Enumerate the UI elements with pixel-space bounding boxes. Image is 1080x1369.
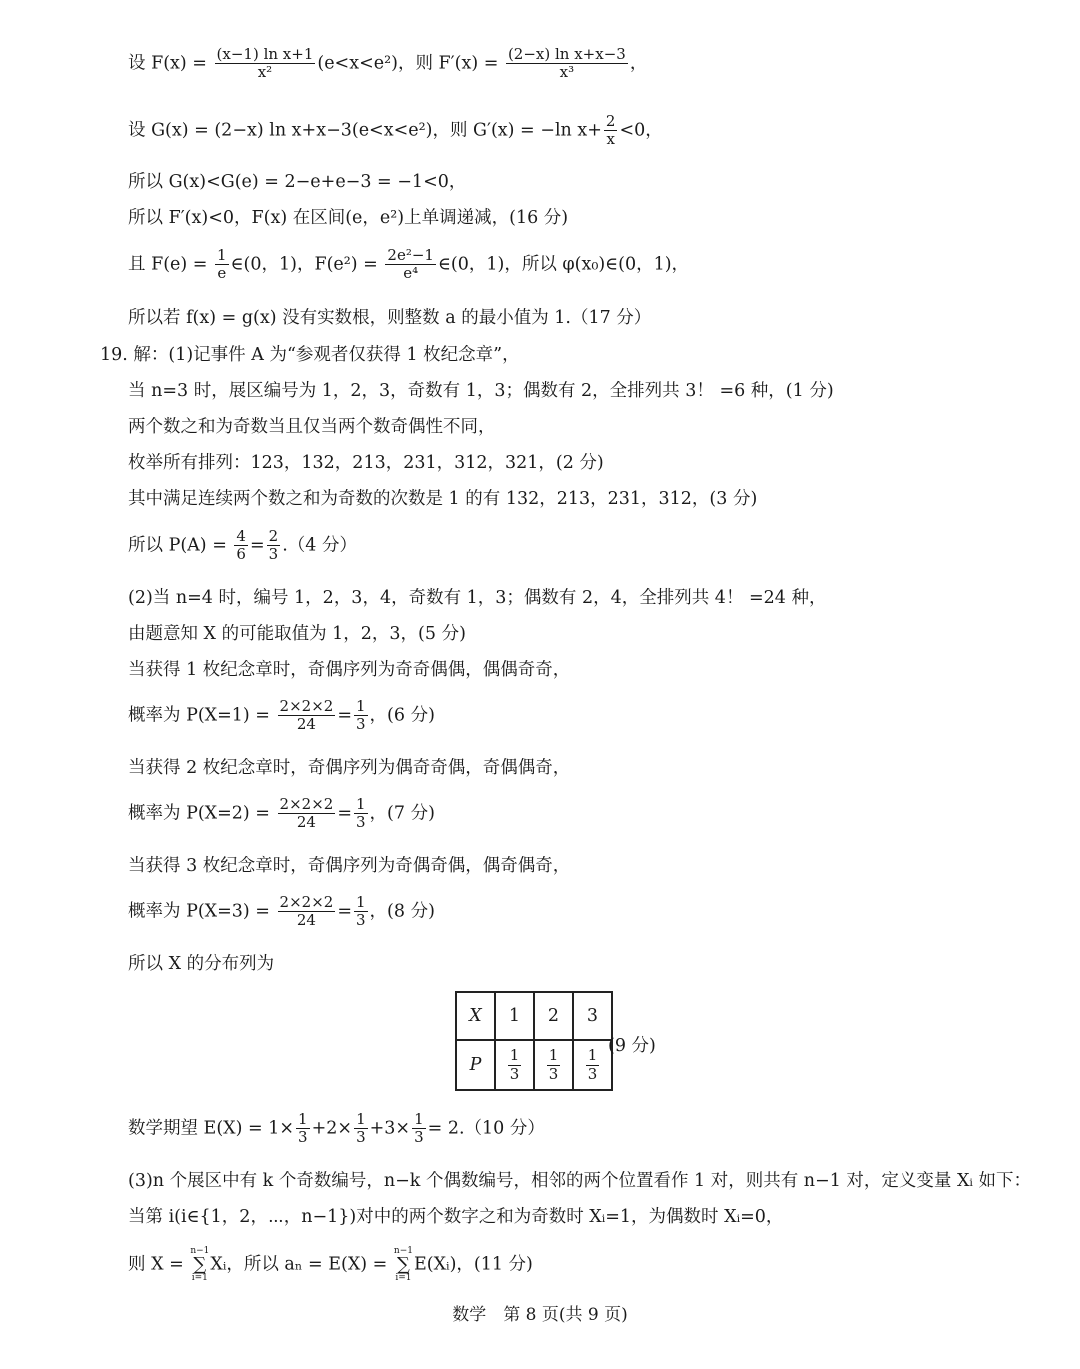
- table-row: [456, 992, 612, 1040]
- denominator: 24: [296, 715, 316, 734]
- line-19: 当获得 3 枚纪念章时，奇偶序列为奇偶奇偶，偶奇偶奇，: [128, 856, 571, 876]
- denominator: 24: [296, 911, 316, 930]
- numerator: 1: [587, 1046, 598, 1065]
- fraction: [296, 1111, 310, 1147]
- fraction: [278, 894, 336, 930]
- cell-text: P: [469, 1055, 482, 1075]
- text: Xᵢ，所以 aₙ = E(X) =: [210, 1254, 393, 1275]
- numerator: 2×2×2: [279, 795, 334, 813]
- line-20: [128, 894, 435, 930]
- denominator: 3: [298, 1128, 308, 1147]
- text: ，(6 分): [369, 705, 435, 726]
- line-18: [128, 796, 435, 832]
- numerator: (x−1) ln x+1: [216, 45, 314, 63]
- denominator: x³: [559, 63, 575, 82]
- denominator: 3: [356, 813, 366, 832]
- fraction: [354, 894, 368, 930]
- text: 所以 P(A) =: [128, 535, 233, 556]
- fraction: [267, 528, 281, 564]
- line-16: [128, 698, 435, 734]
- page-footer: 数学 第 8 页(共 9 页): [452, 1305, 628, 1325]
- denominator: x²: [257, 63, 273, 82]
- text: <0，: [619, 120, 663, 141]
- sum-lower: i=1: [191, 1273, 208, 1283]
- numerator: (2−x) ln x+x−3: [507, 45, 626, 63]
- line-7-question-19: 19. 解：(1)记事件 A 为“参观者仅获得 1 枚纪念章”，: [100, 345, 520, 365]
- text: (e<x<e²)，则 F′(x) =: [317, 53, 504, 74]
- numerator: 1: [356, 795, 366, 813]
- numerator: 1: [356, 1110, 366, 1128]
- table-score-note: (9 分): [608, 1036, 656, 1056]
- text: 数学期望 E(X) = 1×: [128, 1118, 295, 1139]
- sum-upper: n−1: [190, 1246, 210, 1256]
- line-6: 所以若 f(x) = g(x) 没有实数根，则整数 a 的最小值为 1.（17 分）: [128, 308, 652, 328]
- denominator: 24: [296, 813, 316, 832]
- fraction: [234, 528, 248, 564]
- summation: [190, 1247, 209, 1283]
- fraction: [354, 698, 368, 734]
- distribution-table: [455, 991, 613, 1091]
- text: ∈(0，1)，F(e²) =: [230, 254, 384, 275]
- line-12: [128, 528, 357, 564]
- line-11: 其中满足连续两个数之和为奇数的次数是 1 的有 132，213，231，312，(3 分): [128, 489, 758, 509]
- text: 设 G(x) = (2−x) ln x+x−3(e<x<e²)，则 G′(x) = −ln x+: [128, 120, 602, 141]
- text: +3×: [369, 1118, 411, 1139]
- text: 概率为 P(X=1) =: [128, 705, 276, 726]
- numerator: 2: [268, 527, 279, 545]
- sum-lower: i=1: [395, 1273, 412, 1283]
- text: ，(8 分): [369, 901, 435, 922]
- fraction: [604, 113, 618, 149]
- text: 概率为 P(X=2) =: [128, 803, 276, 824]
- denominator: 3: [509, 1064, 520, 1083]
- line-21: 所以 X 的分布列为: [128, 954, 275, 974]
- line-8: 当 n=3 时，展区编号为 1，2，3，奇数有 1，3；偶数有 2，全排列共 3！ =6 种，(1 分): [128, 381, 834, 401]
- denominator: 3: [414, 1128, 424, 1147]
- text: ，(7 分): [369, 803, 435, 824]
- denominator: e⁴: [403, 264, 419, 283]
- text: E(Xᵢ)，(11 分): [413, 1254, 533, 1275]
- text: =: [249, 535, 265, 556]
- fraction: [586, 1047, 600, 1083]
- denominator: x: [606, 130, 615, 149]
- table-cell: 1: [495, 992, 534, 1040]
- text: +2×: [311, 1118, 353, 1139]
- numerator: 4: [236, 527, 246, 545]
- fraction: [506, 46, 628, 82]
- sum-symbol: ∑: [397, 1254, 410, 1275]
- line-24: 当第 i(i∈{1，2，⋯，n−1})对中的两个数字之和为奇数时 Xᵢ=1，为偶数时 Xᵢ=0，: [128, 1207, 784, 1227]
- numerator: 2×2×2: [279, 893, 334, 911]
- numerator: 1: [356, 697, 366, 715]
- text: 且 F(e) =: [128, 254, 214, 275]
- table-row: [456, 1040, 612, 1090]
- table-cell: [534, 1040, 573, 1090]
- fraction: [278, 698, 336, 734]
- line-4: 所以 F′(x)<0，F(x) 在区间(e，e²)上单调递减，(16 分): [128, 208, 569, 228]
- line-15: 当获得 1 枚纪念章时，奇偶序列为奇奇偶偶，偶偶奇奇，: [128, 660, 571, 680]
- numerator: 2: [605, 112, 616, 130]
- line-1: [128, 46, 647, 82]
- fraction: [547, 1047, 561, 1083]
- text: 则 X =: [128, 1254, 190, 1275]
- denominator: e: [217, 264, 227, 283]
- text: 概率为 P(X=3) =: [128, 901, 276, 922]
- line-17: 当获得 2 枚纪念章时，奇偶序列为偶奇奇偶，奇偶偶奇，: [128, 758, 571, 778]
- line-13: (2)当 n=4 时，编号 1，2，3，4，奇数有 1，3；偶数有 2，4，全排列共 4！ =24 种，: [128, 588, 827, 608]
- numerator: 1: [509, 1046, 520, 1065]
- line-3: 所以 G(x)<G(e) = 2−e+e−3 = −1<0，: [128, 172, 467, 192]
- line-5: [128, 247, 689, 283]
- summation: [394, 1247, 413, 1283]
- line-14: 由题意知 X 的可能取值为 1，2，3，(5 分): [128, 624, 466, 644]
- line-2: [128, 113, 663, 149]
- denominator: 6: [236, 545, 246, 564]
- fraction: [354, 1111, 368, 1147]
- line-22: [128, 1111, 545, 1147]
- table-cell: [573, 1040, 612, 1090]
- denominator: 3: [356, 715, 366, 734]
- sum-symbol: ∑: [193, 1254, 207, 1275]
- fraction: [508, 1047, 522, 1083]
- fraction: [385, 247, 436, 283]
- cell-text: X: [469, 1006, 482, 1026]
- numerator: 2×2×2: [279, 697, 334, 715]
- numerator: 1: [356, 893, 366, 911]
- table-cell: 2: [534, 992, 573, 1040]
- numerator: 1: [414, 1110, 424, 1128]
- text: =: [337, 901, 352, 922]
- table-cell: [456, 992, 495, 1040]
- denominator: 3: [548, 1064, 559, 1083]
- line-9: 两个数之和为奇数当且仅当两个数奇偶性不同，: [128, 417, 496, 437]
- line-10: 枚举所有排列：123，132，213，231，312，321，(2 分): [128, 453, 604, 473]
- denominator: 3: [356, 911, 366, 930]
- table-cell: [495, 1040, 534, 1090]
- text: = 2.（10 分）: [427, 1118, 545, 1139]
- text: =: [337, 803, 352, 824]
- table-cell: 3: [573, 992, 612, 1040]
- numerator: 1: [298, 1110, 308, 1128]
- text: ，: [629, 53, 648, 74]
- text: =: [337, 705, 352, 726]
- line-25: [128, 1247, 533, 1283]
- denominator: 3: [356, 1128, 366, 1147]
- denominator: 3: [587, 1064, 598, 1083]
- fraction: [412, 1111, 426, 1147]
- numerator: 2e²−1: [387, 246, 434, 264]
- sum-upper: n−1: [393, 1246, 413, 1256]
- text: 设 F(x) =: [128, 53, 213, 74]
- fraction: [354, 796, 368, 832]
- denominator: 3: [268, 545, 279, 564]
- fraction: [215, 46, 316, 82]
- numerator: 1: [217, 246, 227, 264]
- fraction: [215, 247, 229, 283]
- table-cell: [456, 1040, 495, 1090]
- line-23: (3)n 个展区中有 k 个奇数编号，n−k 个偶数编号，相邻的两个位置看作 1 对，则共有 n−1 对，定义变量 Xᵢ 如下：: [128, 1171, 1032, 1191]
- text: .（4 分）: [282, 535, 357, 556]
- numerator: 1: [548, 1046, 559, 1065]
- fraction: [278, 796, 336, 832]
- text: ∈(0，1)，所以 φ(x₀)∈(0，1)，: [437, 254, 690, 275]
